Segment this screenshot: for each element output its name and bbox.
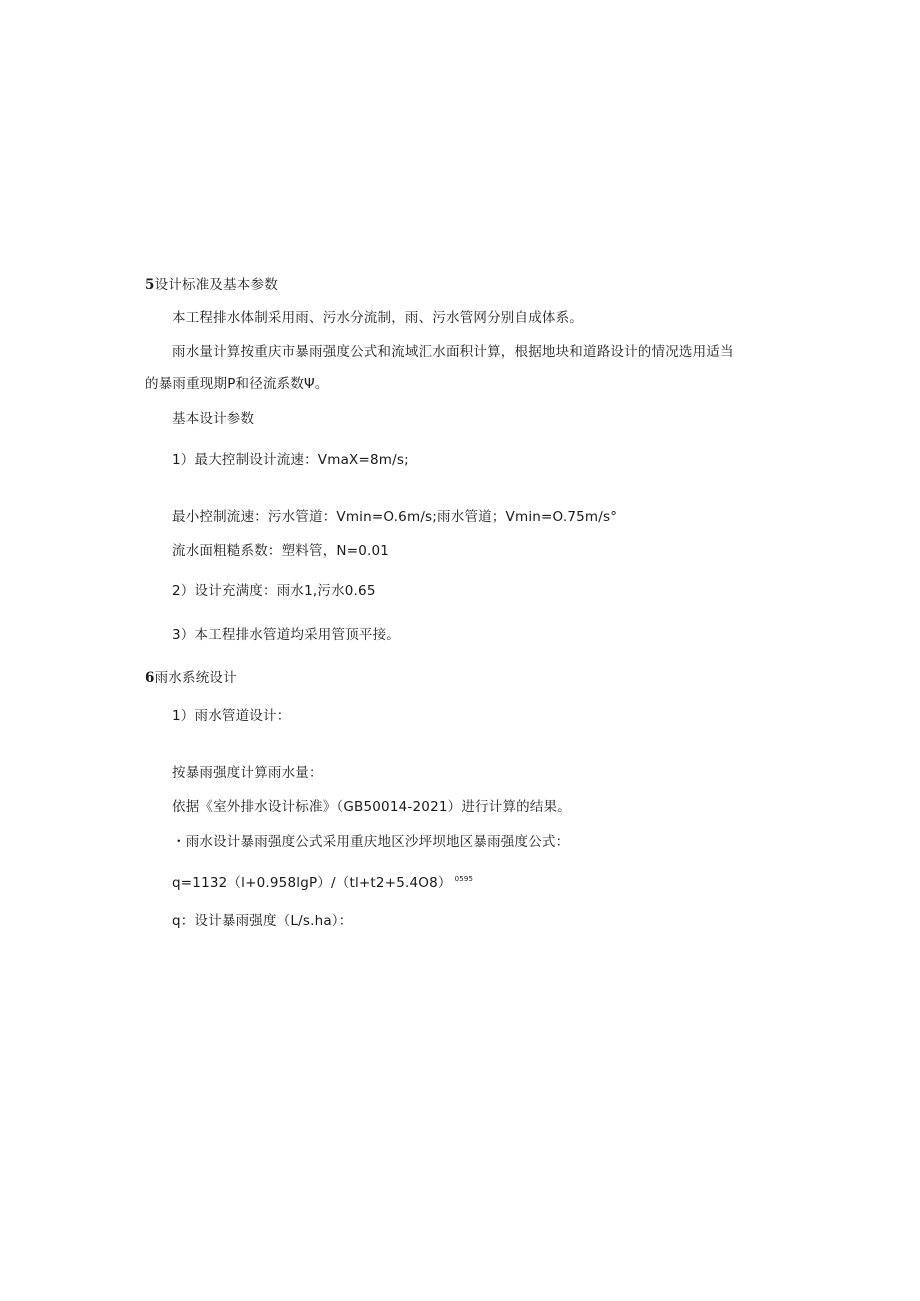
param-min-velocity: 最小控制流速：污水管道：Vmin=O.6m∕s;雨水管道；Vmin=O.75m∕s° (172, 509, 618, 525)
paragraph-drainage-system: 本工程排水体制采用雨、污水分流制，雨、污水管网分别自成体系。 (172, 310, 583, 326)
formula-text: q=1132（l+0.958lgP）/（tl+t2+5.4O8） (172, 875, 452, 891)
section-6-title: 雨水系统设计 (154, 670, 237, 686)
param-item-fullness: 2）设计充满度：雨水1,污水0.65 (172, 583, 376, 599)
formula-exponent: 0595 (454, 875, 474, 883)
basic-params-title: 基本设计参数 (172, 411, 255, 427)
paragraph-rainwater-line1: 雨水量计算按重庆市暴雨强度公式和流域汇水面积计算，根据地块和道路设计的情况选用适当 (172, 344, 734, 360)
section-5-heading (145, 276, 278, 294)
param-item-max-velocity: 1）最大控制设计流速：VmaX=8m∕s; (172, 452, 409, 468)
calc-basis: 依据《室外排水设计标准》（GB50014-2021）进行计算的结果。 (172, 799, 571, 815)
q-definition: q：设计暴雨强度（L/s.ha）： (172, 913, 353, 929)
section-5-number: 5 (145, 277, 155, 293)
paragraph-rainwater-line2: 的暴雨重现期P和径流系数Ψ。 (145, 376, 329, 392)
rain-intensity-formula (172, 870, 473, 892)
rain-calc-intro: 按暴雨强度计算雨水量： (172, 765, 323, 781)
section-6-number: 6 (145, 670, 155, 686)
formula-bullet: ・雨水设计暴雨强度公式采用重庆地区沙坪坝地区暴雨强度公式： (172, 834, 570, 850)
rain-pipe-design-subtitle: 1）雨水管道设计： (172, 708, 291, 724)
param-item-pipe-connection: 3）本工程排水管道均采用管顶平接。 (172, 627, 400, 643)
param-roughness: 流水面粗糙系数：塑料管，N=0.01 (172, 543, 390, 559)
section-6-heading (145, 669, 237, 687)
section-5-title: 设计标准及基本参数 (154, 277, 278, 293)
